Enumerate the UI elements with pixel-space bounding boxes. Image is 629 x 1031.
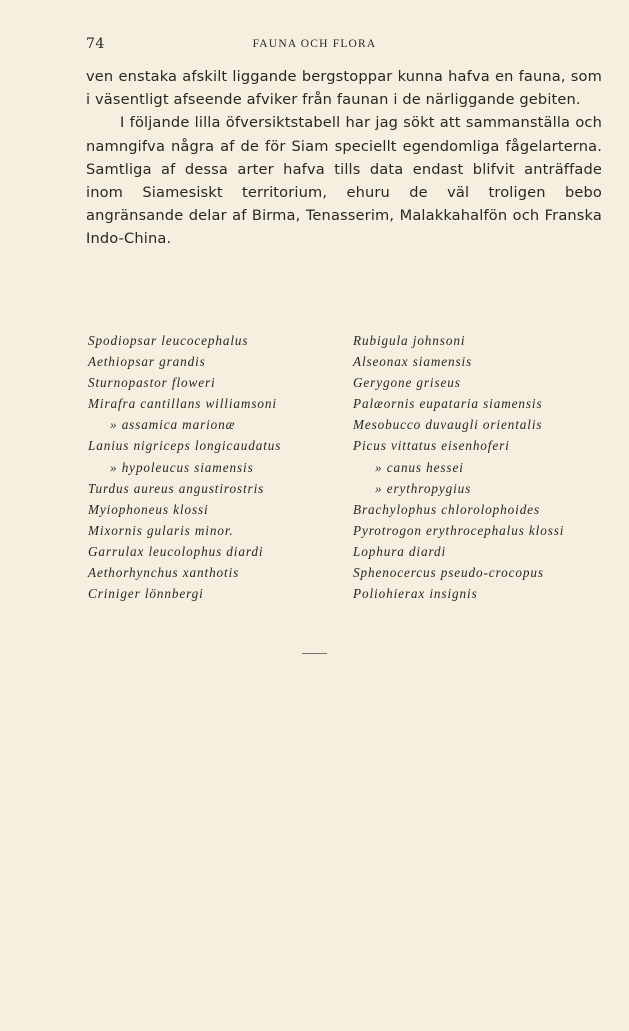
species-name: Spodiopsar leucocephalus: [88, 333, 249, 348]
running-title: FAUNA OCH FLORA: [252, 38, 377, 50]
species-name: Mirafra cantillans williamsoni: [88, 396, 277, 412]
species-name: Lanius nigriceps longicaudatus: [88, 438, 282, 454]
species-name: Palæornis eupataria siamensis: [353, 396, 543, 412]
species-name: Lophura diardi: [353, 543, 447, 559]
species-name: Myiophoneus klossi: [88, 501, 209, 517]
species-name: Gerygone griseus: [353, 375, 461, 391]
species-name: Alseonax siamensis: [353, 354, 473, 370]
species-name: Rubigula johnsoni: [353, 333, 466, 348]
species-name: Sphenocercus pseudo-crocopus: [353, 565, 544, 581]
species-name: Brachylophus chlorolophoides: [353, 501, 540, 517]
species-name: Garrulax leucolophus diardi: [88, 543, 264, 559]
species-name: Mixornis gularis minor.: [88, 522, 234, 538]
species-name: Aethorhynchus xanthotis: [88, 565, 240, 581]
paragraph: ven enstaka afskilt liggande bergstoppar kunna hafva en fauna, som i väsentligt afseende afviker från faunan i de närliggande gebiten.: [86, 68, 602, 109]
species-list-left: [88, 330, 281, 604]
species-name: Pyrotrogon erythrocephalus klossi: [353, 522, 565, 538]
species-name: Picus vittatus eisenhoferi: [353, 438, 510, 454]
species-name: » canus hessei: [375, 459, 464, 475]
section-divider: [302, 653, 327, 654]
body-text: [86, 65, 602, 251]
species-name: Criniger lönnbergi: [88, 586, 204, 602]
species-name: Aethiopsar grandis: [88, 354, 206, 370]
species-name: Sturnopastor floweri: [88, 375, 216, 391]
page-number: 74: [86, 36, 105, 52]
species-name: Poliohierax insignis: [353, 586, 478, 602]
paragraph: I följande lilla öfversiktstabell har jag sökt att sammanställa och namngifva några af de för Siam speciellt egendomliga fågelarterna. Samtliga af dessa arter hafva tills data endast blifvit anträffade inom Siamesiskt territorium, ehuru de väl troligen bebo angränsande delar af Birma, Tenasserim, Malakkahalfön och Franska Indo-China.: [86, 114, 602, 248]
species-name: Turdus aureus angustirostris: [88, 480, 265, 496]
species-name: » assamica marionæ: [110, 417, 236, 433]
species-list-right: [353, 330, 564, 604]
species-name: Mesobucco duvaugli orientalis: [353, 417, 543, 433]
species-name: » hypoleucus siamensis: [110, 459, 254, 475]
species-name: » erythropygius: [375, 480, 472, 496]
